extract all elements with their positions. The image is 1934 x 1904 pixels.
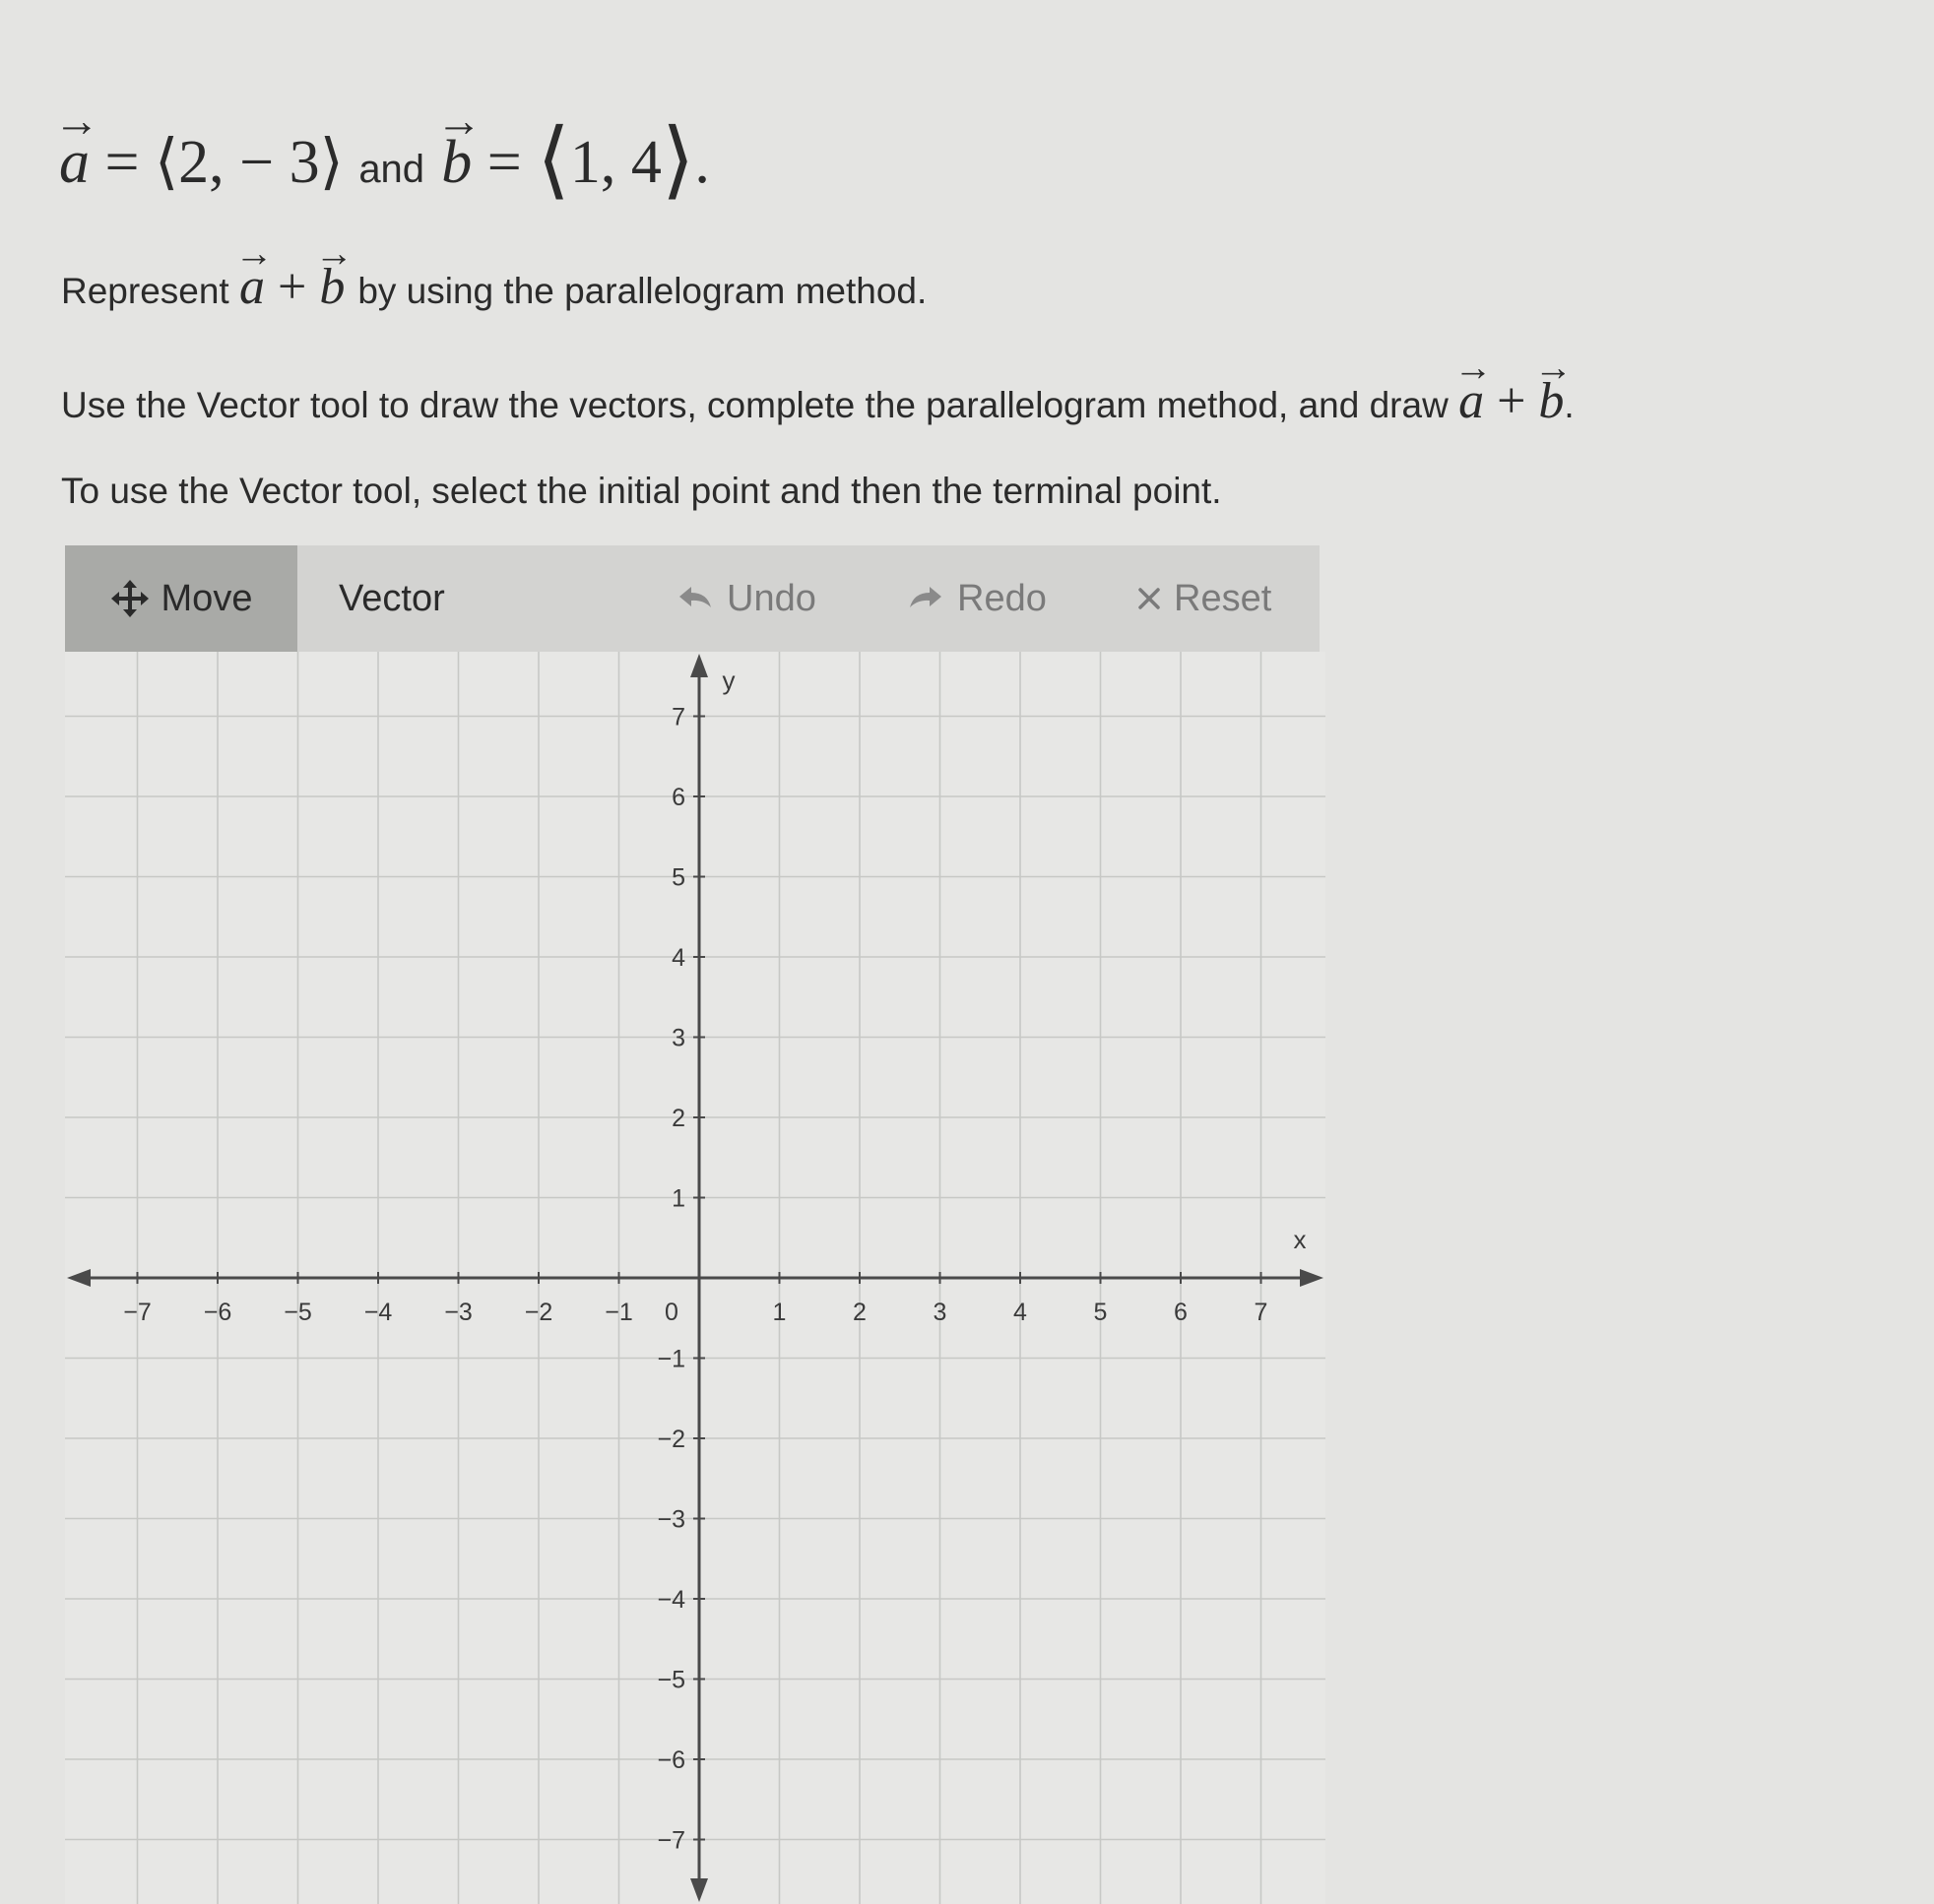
y-tick-label: −3 <box>657 1505 685 1534</box>
x-tick-label: 0 <box>665 1299 678 1326</box>
reset-button[interactable] <box>1136 545 1271 652</box>
y-tick-label: −2 <box>657 1426 685 1453</box>
reset-label: Reset <box>1174 577 1272 619</box>
y-tick-label: 4 <box>672 944 685 972</box>
vector-b-close-bracket: ⟩ <box>661 112 695 207</box>
x-tick-label: 2 <box>853 1299 867 1326</box>
sum-plus: + <box>278 259 307 315</box>
vector-a-symbol: → a <box>59 128 90 198</box>
instruction-b-symbol: → b <box>1538 372 1564 430</box>
x-tick-label: −1 <box>605 1299 633 1326</box>
vector-b-period: . <box>694 129 710 196</box>
instruction-text: Use the Vector tool to draw the vectors, complete the parallelogram method, and draw <box>61 385 1449 425</box>
y-tick-label: 6 <box>672 784 685 811</box>
undo-arrow-icon <box>676 584 715 613</box>
x-axis-label: x <box>1293 1225 1307 1254</box>
redo-arrow-icon <box>906 584 945 613</box>
y-tick-label: −5 <box>657 1666 685 1694</box>
vector-label: Vector <box>339 577 445 619</box>
undo-button[interactable] <box>676 545 816 652</box>
vector-tool-button[interactable] <box>339 545 445 652</box>
x-tick-label: −4 <box>363 1299 393 1326</box>
x-tick-label: −6 <box>203 1299 232 1326</box>
represent-before-text: Represent <box>61 271 229 311</box>
vector-a-value: = ⟨2, − 3⟩ <box>104 129 344 196</box>
move-label: Move <box>161 577 253 619</box>
x-tick-label: 3 <box>933 1299 947 1326</box>
graph-toolbar <box>65 545 1320 652</box>
x-tick-label: 1 <box>772 1299 787 1326</box>
move-tool-button[interactable] <box>65 545 297 652</box>
vector-b-value: 1, 4 <box>569 129 662 196</box>
vector-b-equals: = <box>486 129 522 196</box>
y-tick-label: −1 <box>657 1345 685 1373</box>
x-tick-label: −3 <box>444 1299 473 1326</box>
y-tick-label: −4 <box>657 1586 685 1614</box>
y-tick-label: −7 <box>657 1826 685 1855</box>
represent-after-text: by using the parallelogram method. <box>357 271 928 311</box>
y-tick-label: 7 <box>672 703 685 731</box>
x-tick-label: 5 <box>1093 1299 1108 1326</box>
x-tick-label: 4 <box>1013 1299 1027 1326</box>
coordinate-plane[interactable] <box>65 652 1325 1904</box>
tool-usage-tip: To use the Vector tool, select the initial point and then the terminal point. <box>61 471 1222 511</box>
redo-button[interactable] <box>906 545 1047 652</box>
y-tick-label: 1 <box>672 1184 685 1213</box>
y-tick-label: 5 <box>672 863 685 892</box>
y-tick-label: −6 <box>657 1746 685 1774</box>
sum-a-symbol: → a <box>239 258 265 316</box>
close-x-icon <box>1136 586 1162 611</box>
instruction-plus: + <box>1497 373 1526 429</box>
x-tick-label: −2 <box>524 1299 553 1326</box>
x-tick-label: −7 <box>123 1299 152 1326</box>
sum-b-symbol: → b <box>319 258 345 316</box>
vector-tool-instruction <box>61 372 1575 430</box>
vector-b-open-bracket: ⟨ <box>537 112 570 207</box>
vector-definitions <box>59 110 710 209</box>
x-tick-label: 7 <box>1254 1299 1268 1326</box>
x-tick-label: −5 <box>284 1299 312 1326</box>
y-tick-label: 3 <box>672 1024 685 1052</box>
and-text: and <box>358 148 425 191</box>
y-axis-label: y <box>722 666 736 695</box>
y-tick-label: 2 <box>672 1105 685 1132</box>
x-tick-label: 6 <box>1174 1299 1188 1326</box>
vector-b-symbol: → b <box>441 128 472 198</box>
undo-label: Undo <box>727 577 816 619</box>
move-cross-icon <box>110 579 150 618</box>
instruction-period: . <box>1564 385 1575 425</box>
instruction-a-symbol: → a <box>1458 372 1484 430</box>
represent-instruction <box>61 258 927 316</box>
redo-label: Redo <box>957 577 1047 619</box>
